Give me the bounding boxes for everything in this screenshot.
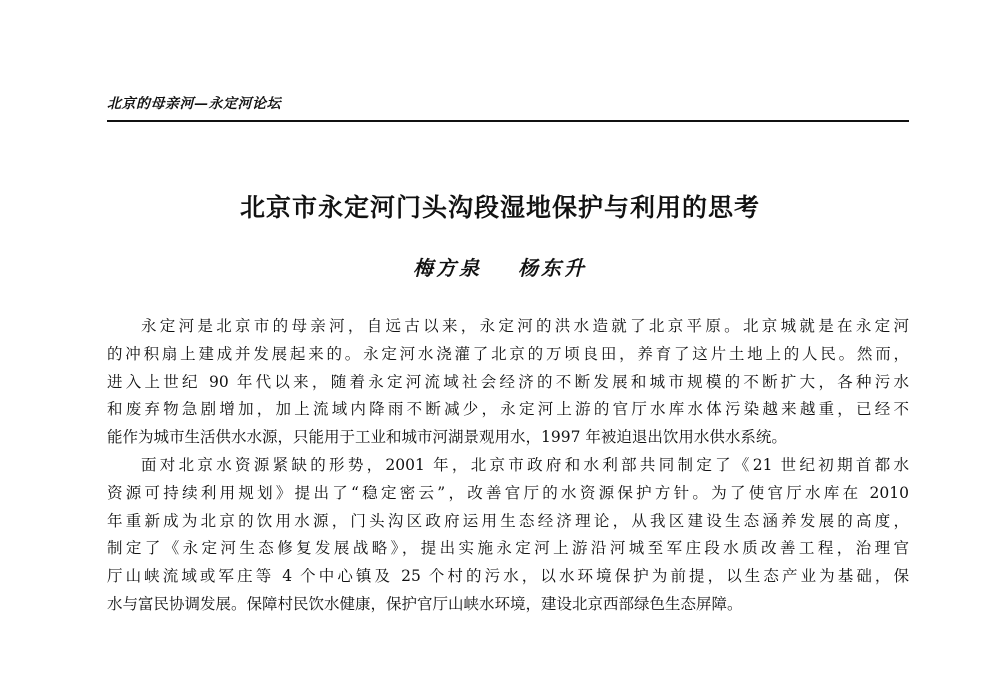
paragraph-line: 资源可持续利用规划》提出了“稳定密云”，改善官厅的水资源保护方针。为了使官厅水库在 2010 [107,483,909,502]
article-authors [0,252,1000,281]
paragraph-line: 厅山峡流域或军庄等 4 个中心镇及 25 个村的污水，以水环境保护为前提，以生态产业为基础，保 [107,567,909,586]
paragraph-line: 能作为城市生活供水水源，只能用于工业和城市河湖景观用水，1997 年被迫退出饮用水供水系统。 [107,428,787,447]
paragraph-line: 永定河是北京市的母亲河，自远古以来，永定河的洪水造就了北京平原。北京城就是在永定河 [141,317,909,335]
author-name: 杨东升 [518,256,587,280]
paragraph-line: 面对北京水资源紧缺的形势，2001 年，北京市政府和水利部共同制定了《21 世纪初期首都水 [141,455,909,474]
article-body [107,313,909,619]
header-rule [107,120,909,122]
paragraph-line: 和废弃物急剧增加，加上流域内降雨不断减少，永定河上游的官厅水库水体污染越来越重，已经不 [107,400,909,419]
paragraph-line: 年重新成为北京的饮用水源，门头沟区政府运用生态经济理论，从我区建设生态涵养发展的高度， [107,511,909,530]
paragraph-line: 水与富民协调发展。保障村民饮水健康，保护官厅山峡水环境，建设北京西部绿色生态屏障。 [107,594,743,613]
paragraph-line: 制定了《永定河生态修复发展战略》，提出实施永定河上游沿河城至军庄段水质改善工程，治理官 [107,539,909,558]
running-header: 北京的母亲河—永定河论坛 [107,96,281,112]
paragraph-line: 的冲积扇上建成并发展起来的。永定河水浇灌了北京的万顷良田，养育了这片土地上的人民。然而， [107,344,909,363]
article-title: 北京市永定河门头沟段湿地保护与利用的思考 [239,193,760,222]
author-name: 梅方泉 [413,256,482,280]
paragraph-line: 进入上世纪 90 年代以来，随着永定河流域社会经济的不断发展和城市规模的不断扩大，各种污水 [107,372,909,391]
